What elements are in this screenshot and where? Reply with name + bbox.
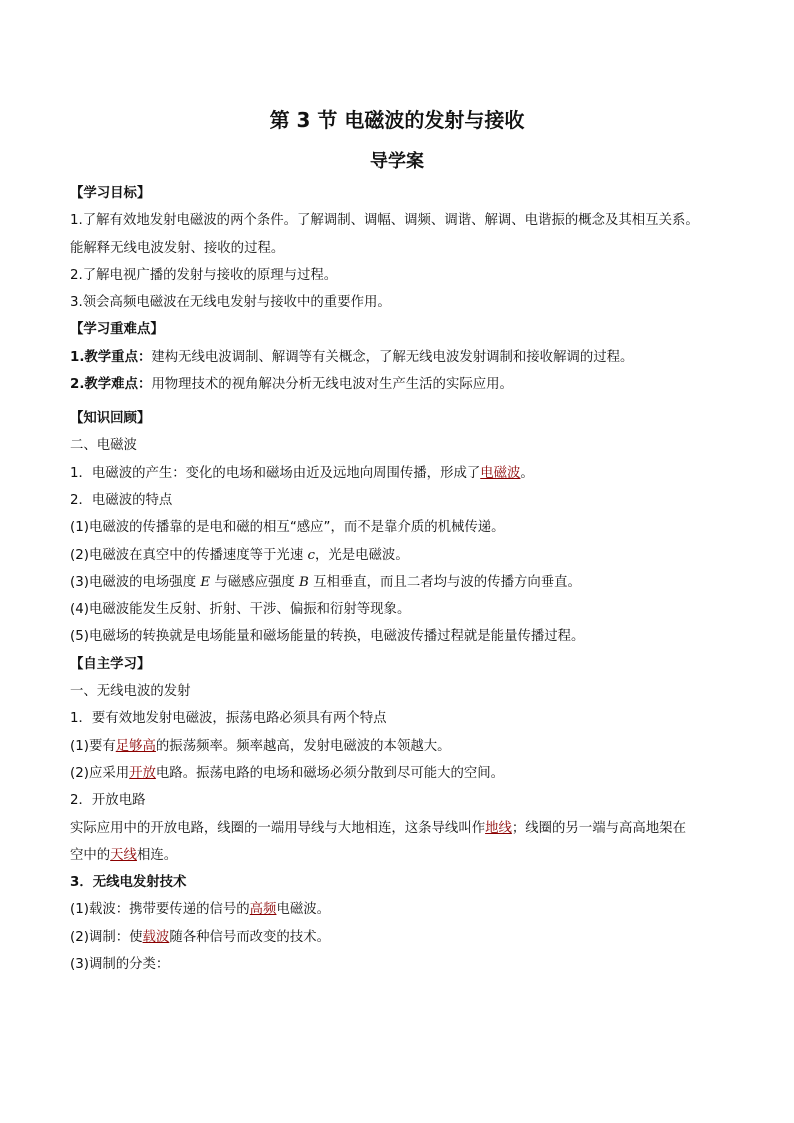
modulation-text-a: (2)调制：使 [70,929,143,945]
feature-3-text-c: 互相垂直，而且二者均与波的传播方向垂直。 [308,574,581,590]
answer-blank: 地线 [485,820,512,836]
emission-technology-title: 3．无线电发射技术 [70,875,187,891]
self-study-heading: 【自主学习】 [70,656,151,672]
answer-blank: 高频 [249,902,277,918]
answer-blank: 载波 [142,929,170,945]
page-subtitle: 导学案 [370,151,424,172]
review-point-2: 2．电磁波的特点 [70,492,173,508]
key-point-text: 建构无线电波调制、解调等有关概念，了解无线电波发射调制和接收解调的过程。 [151,349,634,365]
requirement-2 [70,765,750,783]
answer-blank: 天线 [110,847,137,863]
goals-heading: 【学习目标】 [70,186,151,201]
modulation-text-b: 随各种信号而改变的技术。 [169,929,330,945]
requirement-2-text-a: (2)应采用 [70,765,130,781]
requirement-1 [70,738,750,756]
open-circuit-text-d: 相连。 [136,847,178,863]
variable-c: c [307,547,315,563]
feature-4: (4)电磁波能发生反射、折射、干涉、偏振和衍射等现象。 [70,602,411,618]
feature-2-text-a: (2)电磁波在真空中的传播速度等于光速 [70,547,308,563]
goal-item-1-line-2: 能解释无线电波发射、接收的过程。 [70,240,285,256]
answer-blank: 电磁波 [480,465,521,481]
answer-blank: 足够高 [115,738,156,754]
key-points-heading: 【学习重难点】 [70,322,164,338]
modulation-types: (3)调制的分类： [70,957,170,973]
variable-b: B [299,574,309,590]
open-circuit-title: 2．开放电路 [70,793,146,809]
document-body [70,185,750,983]
answer-blank: 开放 [129,765,156,781]
open-circuit-line-2 [70,847,750,865]
requirement-2-text-b: 电路。振荡电路的电场和磁场必须分散到尽可能大的空间。 [155,765,505,781]
carrier-wave-text-b: 电磁波。 [276,902,330,918]
feature-3-text-a: (3)电磁波的电场强度 [70,574,201,590]
review-section-title: 二、电磁波 [70,438,137,454]
carrier-wave-text-a: (1)载波：携带要传递的信号的 [70,902,250,918]
modulation [70,929,750,947]
difficulty-text: 用物理技术的视角解决分析无线电波对生产生活的实际应用。 [151,377,513,393]
review-heading: 【知识回顾】 [70,411,151,427]
open-circuit-line-1 [70,820,750,838]
variable-e: E [200,574,211,590]
self-study-section-title: 一、无线电波的发射 [70,684,191,700]
key-point-label: 1.教学重点： [70,349,152,365]
requirement-1-text-b: 的振荡频率。频率越高，发射电磁波的本领越大。 [155,738,451,754]
goal-item-1-line-1: 1.了解有效地发射电磁波的两个条件。了解调制、调幅、调频、调谐、解调、电谐振的概念及其相互关系。 [70,213,699,229]
open-circuit-text-a: 实际应用中的开放电路，线圈的一端用导线与大地相连，这条导线叫作 [70,820,486,836]
review-point-1-text: ：变化的电场和磁场由近及远地向周围传播，形成了 [172,465,481,481]
goal-item-2: 2.了解电视广播的发射与接收的原理与过程。 [70,267,338,283]
carrier-wave [70,901,750,919]
feature-5: (5)电磁场的转换就是电场能量和磁场能量的转换，电磁波传播过程就是能量传播过程。 [70,629,585,645]
emission-requirements: 1．要有效地发射电磁波，振荡电路必须具有两个特点 [70,711,387,727]
review-point-1 [70,465,750,483]
goal-item-3: 3.领会高频电磁波在无线电发射与接收中的重要作用。 [70,295,391,311]
feature-2-text-b: ，光是电磁波。 [314,547,409,563]
feature-3 [70,574,750,592]
key-point [70,349,750,367]
open-circuit-text-c: 空中的 [70,847,111,863]
review-point-1-end: 。 [520,465,534,481]
feature-2 [70,547,750,565]
feature-3-text-b: 与磁感应强度 [210,574,299,590]
requirement-1-text-a: (1)要有 [70,738,116,754]
open-circuit-text-b: ；线圈的另一端与高高地架在 [511,820,686,836]
difficulty-label: 2.教学难点： [70,377,152,393]
review-point-1-label: 1．电磁波的产生 [70,465,173,481]
page-title: 第 3 节 电磁波的发射与接收 [269,108,525,132]
difficulty-point [70,376,750,394]
feature-1: (1)电磁波的传播靠的是电和磁的相互“感应”，而不是靠介质的机械传递。 [70,520,505,536]
